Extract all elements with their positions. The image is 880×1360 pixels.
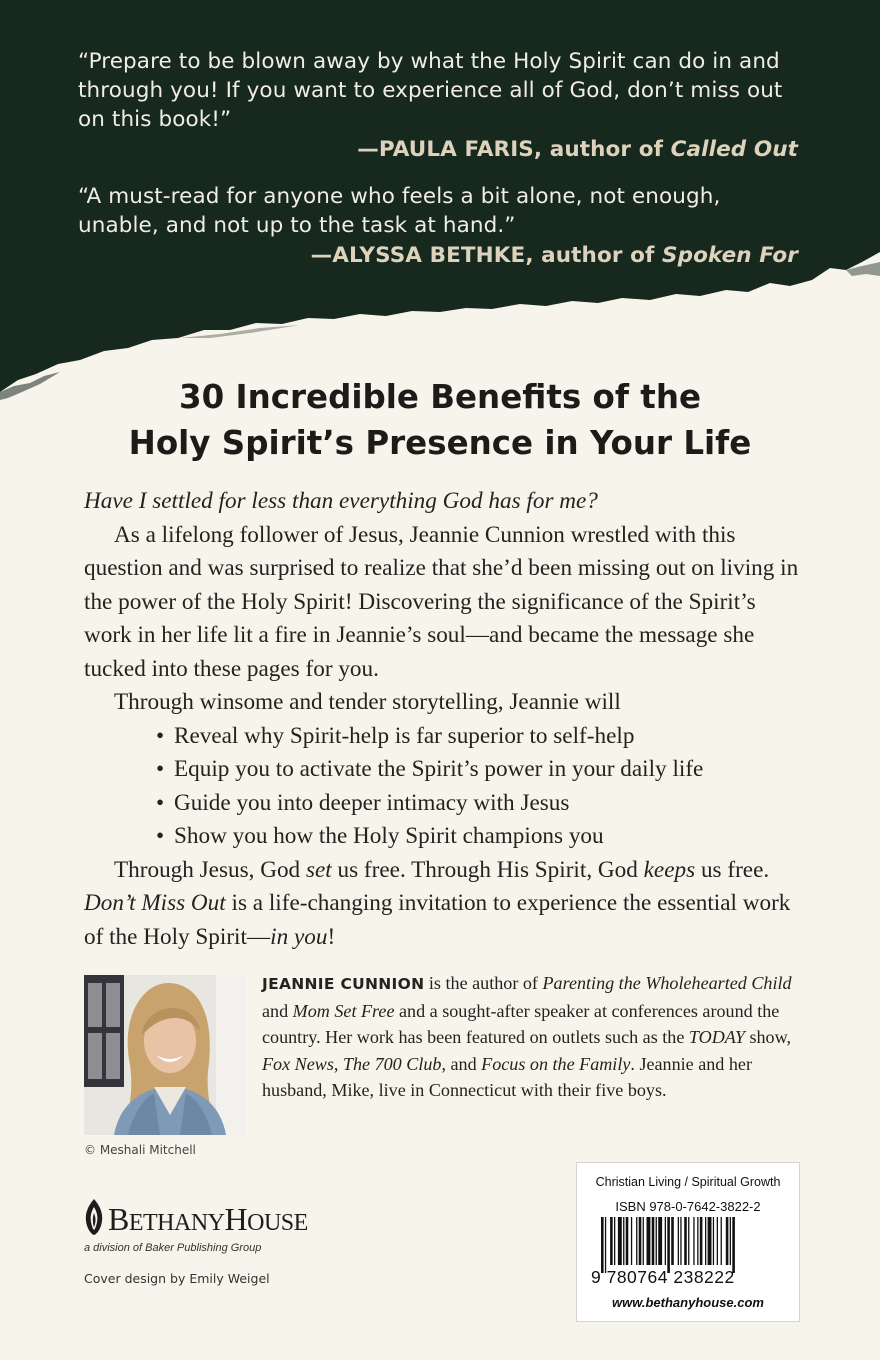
list-item: • Show you how the Holy Spirit champions you bbox=[156, 820, 804, 854]
text-run: and bbox=[262, 1000, 293, 1021]
quote-attribution bbox=[78, 135, 798, 164]
text-run: and a sought-after speaker at conferences around the country. Her work has been featured on outlets such as the bbox=[262, 1000, 780, 1048]
author-name: JEANNIE CUNNION bbox=[262, 975, 425, 993]
list-item: • Reveal why Spirit-help is far superior to self-help bbox=[156, 720, 804, 754]
paragraph-4 bbox=[84, 887, 804, 954]
isbn: ISBN 978-0-7642-3822-2 bbox=[615, 1199, 761, 1214]
quote-text: “Prepare to be blown away by what the Holy Spirit can do in and through you! If you want to experience all of God, don’t miss out on this book!” bbox=[78, 49, 783, 132]
photo-credit: © Meshali Mitchell bbox=[84, 1143, 196, 1157]
quote-author-role: , author of bbox=[525, 243, 663, 268]
text-run: , bbox=[333, 1053, 343, 1074]
quote-author-role: , author of bbox=[533, 137, 671, 162]
text-run-italic: keeps bbox=[643, 856, 696, 883]
barcode-digits: 9 780764 238222 bbox=[591, 1267, 735, 1287]
publisher-name bbox=[108, 1201, 308, 1238]
list-item: • Equip you to activate the Spirit’s power in your daily life bbox=[156, 753, 804, 787]
endorsement-quote-2 bbox=[78, 182, 798, 270]
text-run: us free. bbox=[695, 856, 770, 883]
cover-design-credit: Cover design by Emily Weigel bbox=[84, 1271, 270, 1286]
text-run: B bbox=[108, 1201, 129, 1237]
author-bio bbox=[262, 970, 802, 1104]
quote-author-book: Spoken For bbox=[662, 243, 798, 268]
headline-line-1: 30 Incredible Benefits of the bbox=[178, 378, 702, 416]
text-run: Through Jesus, God bbox=[114, 856, 306, 883]
outlet-name: Fox News bbox=[262, 1053, 334, 1074]
text-run: show, bbox=[744, 1027, 791, 1048]
quote-author-book: Called Out bbox=[670, 137, 798, 162]
headline bbox=[0, 374, 880, 466]
publisher-division: a division of Baker Publishing Group bbox=[84, 1242, 262, 1254]
text-run: H bbox=[224, 1201, 248, 1237]
outlet-name: Focus on the Family bbox=[481, 1053, 631, 1074]
publisher-logo bbox=[84, 1198, 308, 1241]
headline-line-2: Holy Spirit’s Presence in Your Life bbox=[128, 424, 752, 462]
text-run-italic: set bbox=[305, 856, 332, 883]
quote-author: —PAULA FARIS bbox=[357, 137, 534, 162]
outlet-name: TODAY bbox=[688, 1027, 745, 1048]
barcode-box bbox=[576, 1162, 800, 1322]
opening-question-text: Have I settled for less than everything God has for me? bbox=[84, 488, 598, 514]
publisher-url: www.bethanyhouse.com bbox=[612, 1295, 764, 1310]
text-run: OUSE bbox=[247, 1210, 308, 1236]
text-run: ETHANY bbox=[128, 1210, 225, 1236]
text-run: us free. Through His Spirit, God bbox=[331, 856, 644, 883]
quote-author: —ALYSSA BETHKE bbox=[310, 243, 526, 268]
opening-question bbox=[84, 485, 804, 519]
text-run: is a life-changing invitation to experience the essential work of the Holy Spirit— bbox=[84, 890, 791, 950]
text-run: . Jeannie and her husband, Mike, live in Connecticut with their five boys. bbox=[262, 1053, 752, 1101]
list-item: • Guide you into deeper intimacy with Jesus bbox=[156, 787, 804, 821]
book-title: Parenting the Wholehearted Child bbox=[542, 973, 792, 993]
benefit-list bbox=[84, 720, 804, 854]
text-run: , and bbox=[441, 1053, 482, 1074]
outlet-name: The 700 Club bbox=[342, 1053, 442, 1074]
paragraph-2: Through winsome and tender storytelling, Jeannie will bbox=[114, 689, 621, 715]
bisac-category: Christian Living / Spiritual Growth bbox=[595, 1175, 781, 1189]
description-body bbox=[84, 485, 804, 954]
book-title: Mom Set Free bbox=[292, 1000, 395, 1021]
text-run-italic: in you bbox=[270, 923, 328, 950]
endorsement-quote-1 bbox=[78, 47, 798, 164]
text-run: is the author of bbox=[424, 973, 543, 993]
book-title: Don’t Miss Out bbox=[84, 890, 226, 916]
quote-attribution bbox=[78, 241, 798, 270]
barcode-icon bbox=[601, 1217, 779, 1273]
paragraph-3 bbox=[84, 854, 804, 888]
paragraph-1: As a lifelong follower of Jesus, Jeannie Cunnion wrestled with this question and was surprised to realize that she’d been missing out on living in the power of the Holy Spirit! Discovering the significance of the Spirit’s work in her life lit a fire in Jeannie’s soul—and became the message she tucked into these pages for you. bbox=[84, 521, 799, 682]
flame-icon bbox=[84, 1198, 104, 1241]
text-run: ! bbox=[327, 923, 336, 950]
author-photo bbox=[84, 975, 246, 1135]
publisher-block bbox=[84, 1198, 308, 1254]
quote-text: “A must-read for anyone who feels a bit alone, not enough, unable, and not up to the task at hand.” bbox=[78, 184, 721, 238]
